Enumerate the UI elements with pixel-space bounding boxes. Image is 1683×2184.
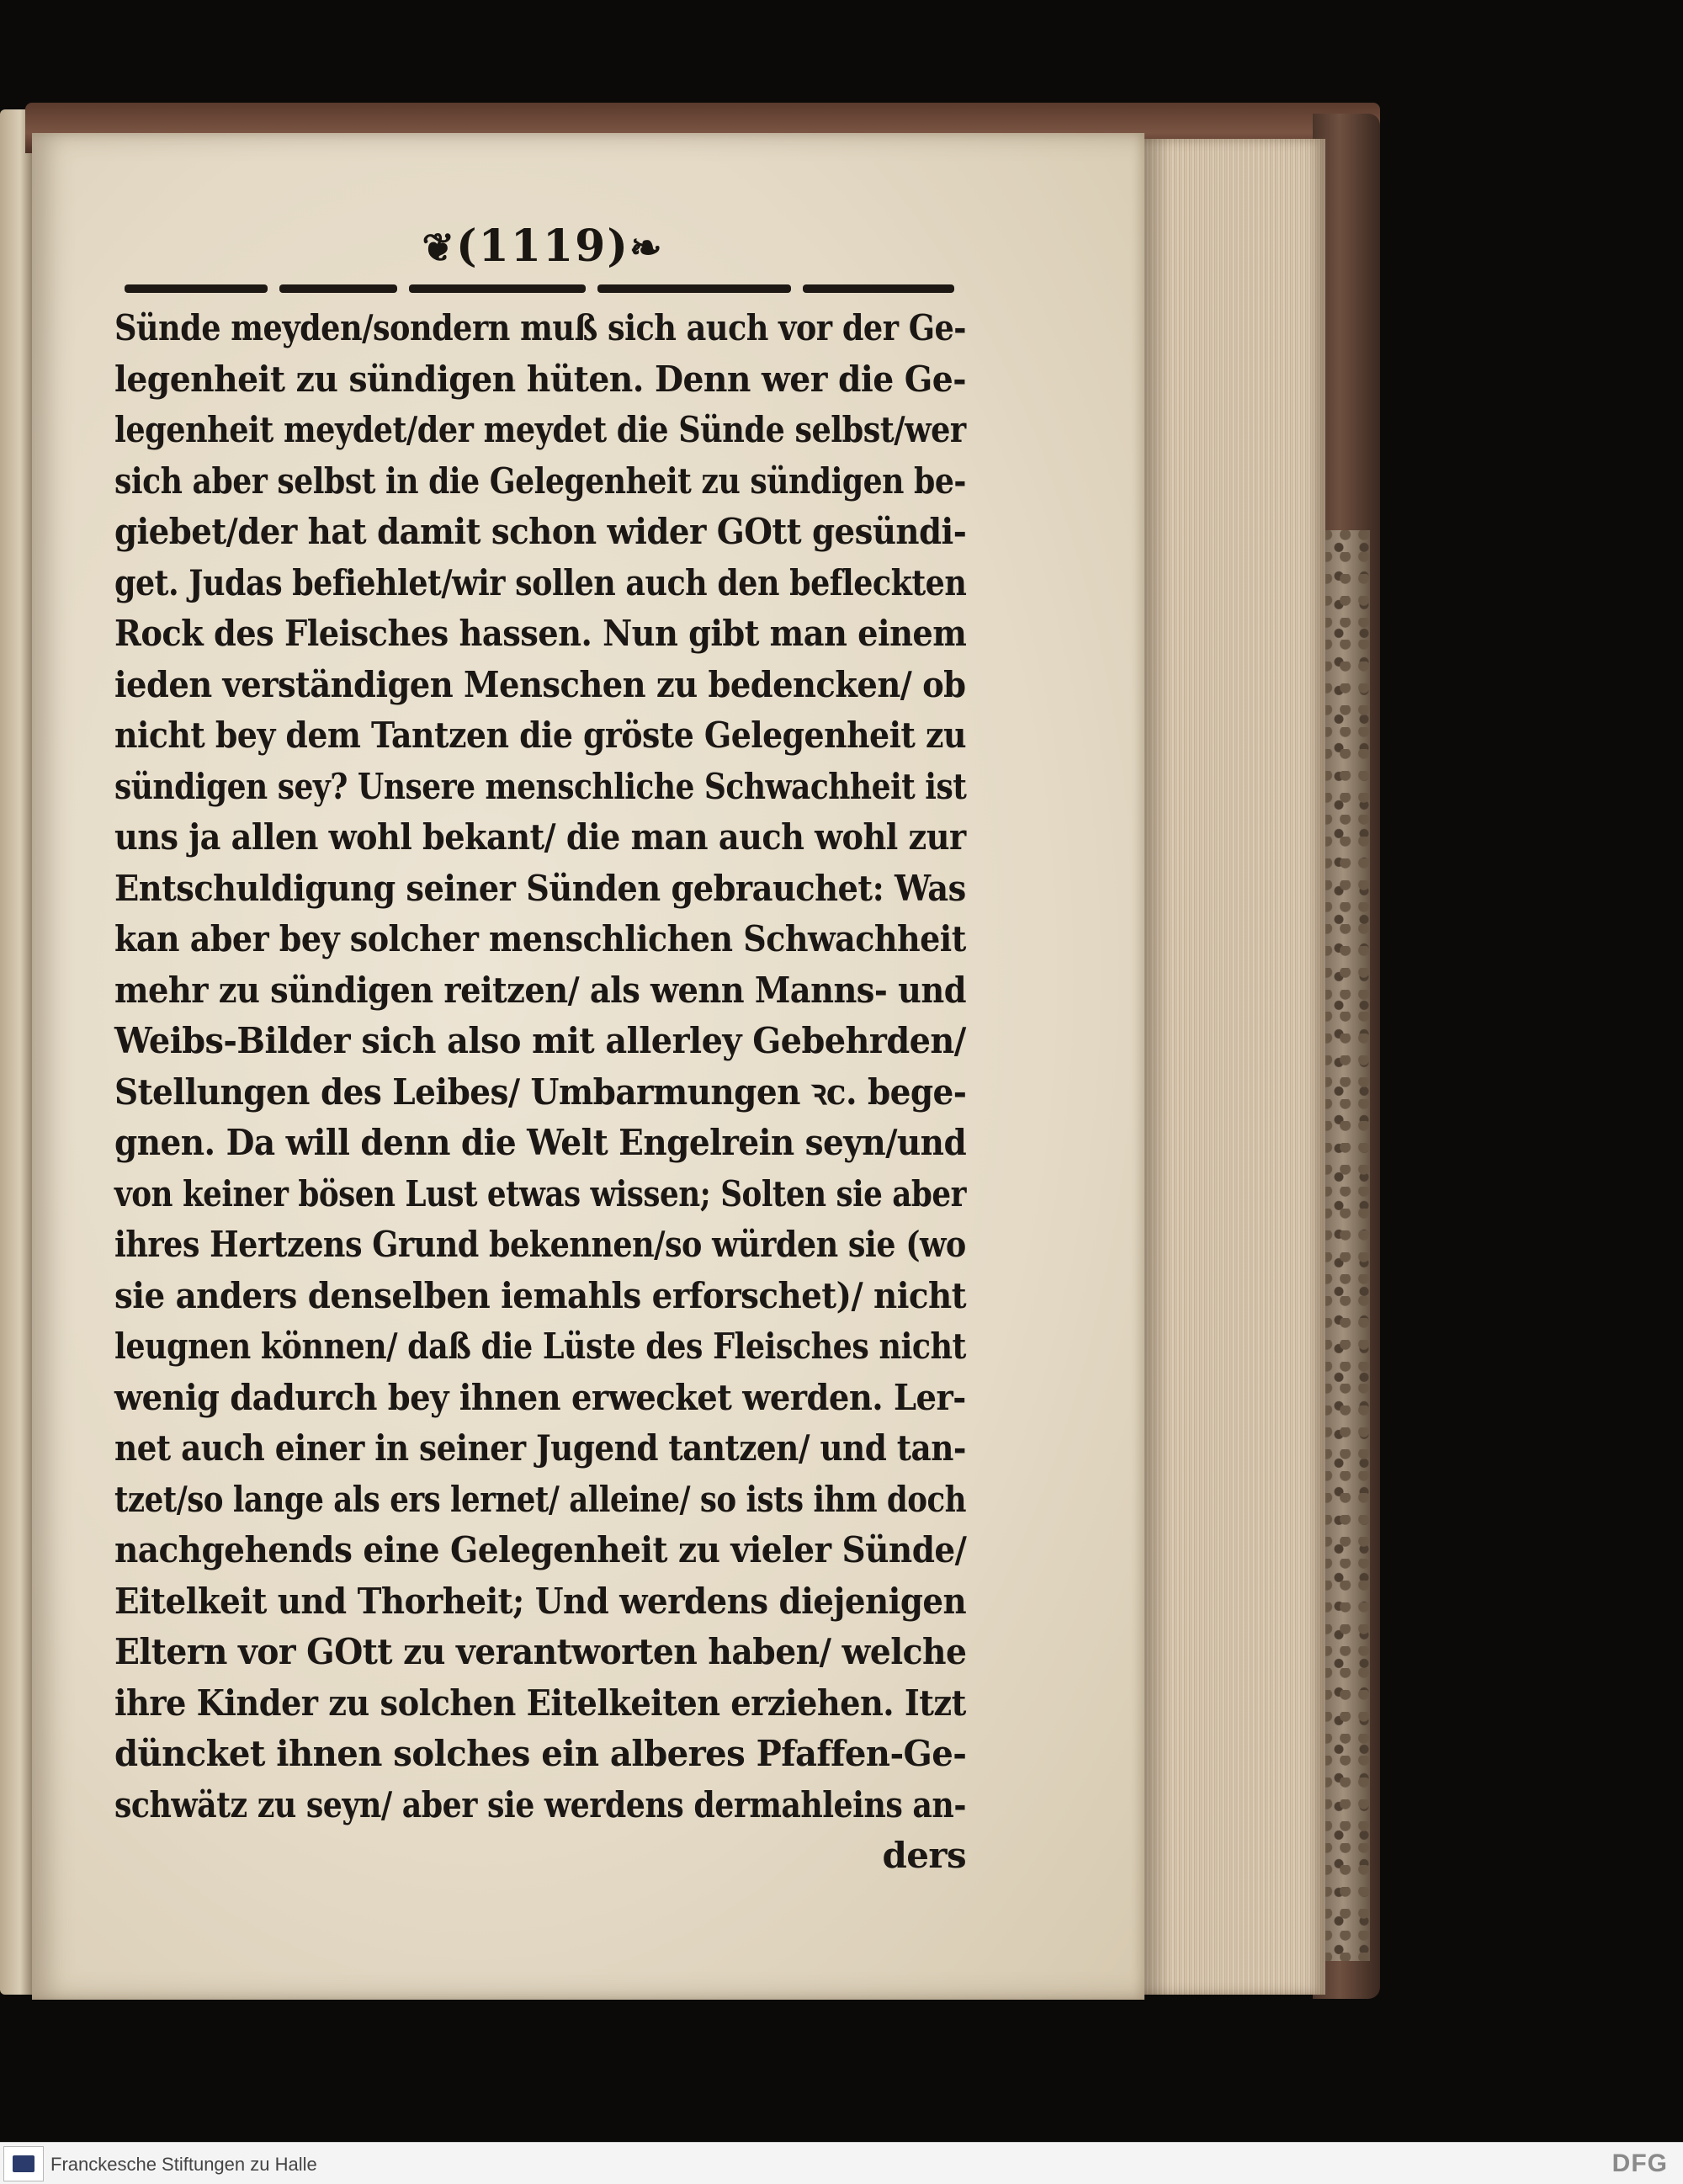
ornament-left-icon: ❦ xyxy=(422,225,457,270)
text-line: Sünde meyden/sondern muß sich auch vor der Ge- xyxy=(114,307,966,348)
rule-segment xyxy=(409,284,586,293)
catchword: ders xyxy=(882,1835,966,1876)
text-line: Entschuldigung seiner Sünden gebrauchet: Was xyxy=(114,867,966,909)
text-line: sich aber selbst in die Gelegenheit zu sündigen be- xyxy=(114,460,966,502)
text-line: leugnen können/ daß die Lüste des Fleisches nicht xyxy=(114,1326,966,1367)
text-line: sie anders denselben iemahls erforschet)/ nicht xyxy=(114,1274,967,1316)
bleed-through xyxy=(118,1818,185,1852)
text-line: Stellungen des Leibes/ Umbarmungen ꝛc. bege- xyxy=(114,1071,967,1113)
page-number: (1119) xyxy=(456,221,629,272)
rule-segment xyxy=(279,284,397,293)
text-line: ihres Hertzens Grund bekennen/so würden sie (wo xyxy=(114,1224,966,1265)
text-line: tzet/so lange als ers lernet/ alleine/ so ists ihm doch xyxy=(114,1478,967,1520)
institution-name: Franckesche Stiftungen zu Halle xyxy=(50,2154,317,2175)
ornament-right-icon: ❧ xyxy=(629,225,664,270)
rule-segment xyxy=(125,284,268,293)
text-line: net auch einer in seiner Jugend tantzen/ und tan- xyxy=(114,1427,966,1469)
text-line: Eltern vor GOtt zu verantworten haben/ welche xyxy=(114,1631,967,1672)
text-line: ihre Kinder zu solchen Eitelkeiten erziehen. Itzt xyxy=(114,1682,966,1724)
text-line: get. Judas befiehlet/wir sollen auch den befleckten xyxy=(114,561,967,603)
text-line: schwätz zu seyn/ aber sie werdens dermahleins an- xyxy=(114,1783,966,1825)
text-line: Eitelkeit und Thorheit; Und werdens diejenigen xyxy=(114,1580,967,1622)
text-line: Rock des Fleisches hassen. Nun gibt man einem xyxy=(114,613,967,654)
text-line: von keiner bösen Lust etwas wissen; Solten sie aber xyxy=(114,1172,966,1214)
marbled-endpaper xyxy=(1321,530,1370,1961)
text-line: nachgehends eine Gelegenheit zu vieler Sünde/ xyxy=(114,1529,967,1570)
text-line: kan aber bey solcher menschlichen Schwachheit xyxy=(114,918,966,959)
text-line: Weibs-Bilder sich also mit allerley Gebehrden/ xyxy=(114,1020,966,1061)
foundation-logo-icon xyxy=(3,2146,44,2181)
text-line: düncket ihnen solches ein alberes Pfaffen-Ge- xyxy=(114,1733,967,1774)
body-text xyxy=(114,303,974,1882)
text-line: ieden verständigen Menschen zu bedencken/ ob xyxy=(114,663,966,705)
text-line: uns ja allen wohl bekant/ die man auch wohl zur xyxy=(114,816,966,858)
text-line: legenheit zu sündigen hüten. Denn wer die Ge- xyxy=(114,358,966,400)
page-block-edges xyxy=(1144,139,1325,1995)
text-line: sündigen sey? Unsere menschliche Schwachheit ist xyxy=(114,765,967,807)
viewer-footer xyxy=(0,2142,1683,2184)
header-rule xyxy=(125,284,968,296)
page-header xyxy=(404,221,682,271)
text-line: wenig dadurch bey ihnen erwecket werden. Ler- xyxy=(114,1376,966,1418)
text-line: giebet/der hat damit schon wider GOtt gesündi- xyxy=(114,511,967,552)
dfg-logo: DFG xyxy=(1611,2149,1668,2177)
facing-page-edge xyxy=(0,109,34,1995)
rule-segment xyxy=(597,284,791,293)
gutter-shadow xyxy=(1144,139,1170,1995)
text-line: nicht bey dem Tantzen die gröste Gelegenheit zu xyxy=(114,715,966,756)
text-line: legenheit meydet/der meydet die Sünde selbst/wer xyxy=(114,409,966,450)
text-line: gnen. Da will denn die Welt Engelrein seyn/und xyxy=(114,1122,967,1163)
rule-segment xyxy=(803,284,954,293)
text-line: mehr zu sündigen reitzen/ als wenn Manns- und xyxy=(114,969,967,1011)
